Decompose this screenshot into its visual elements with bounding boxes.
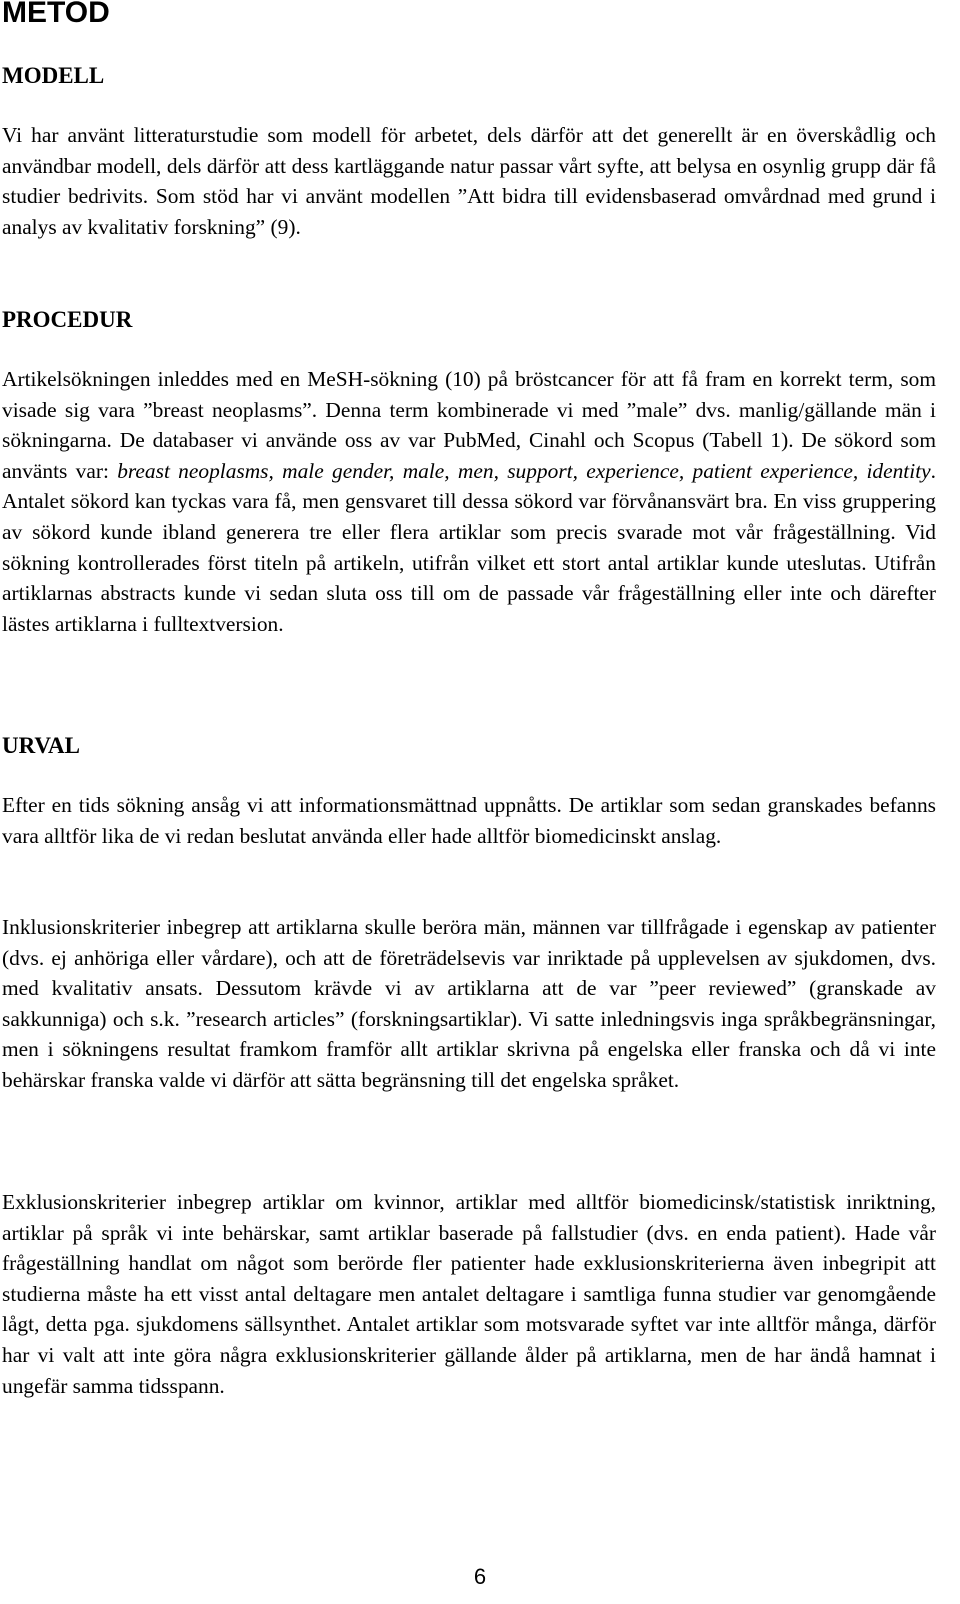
procedur-keywords: breast neoplasms, male gender, male, men, support, experience, patient experience, identity (117, 458, 931, 483)
heading-procedur: PROCEDUR (2, 307, 133, 332)
procedur-text-b: . Antalet sökord kan tyckas vara få, men gensvaret till dessa sökord var förvånansvärt bra. En viss gruppering av sökord kunde ibland generera tre eller flera artiklar som precis svarade mot vår frågeställning. Vid sökning kontrollerades först titeln på artikeln, utifrån vilket ett stort antal artiklar kunde uteslutas. Utifrån artiklarnas abstracts kunde vi sedan sluta oss till om de passade vår frågeställning eller inte och därefter lästes artiklarna i fulltextversion. (2, 458, 936, 636)
page-number: 6 (473, 1564, 487, 1589)
page-title: METOD (2, 0, 110, 29)
paragraph-urval-3: Exklusionskriterier inbegrep artiklar om kvinnor, artiklar med alltför biomedicinsk/statistisk inriktning, artiklar på språk vi inte behärskar, samt artiklar baserade på fallstudier (dvs. en enda patient). Hade vår frågeställning handlat om något som berörde fler patienter hade exklusionskriterierna även inbegripit att studierna måste ha ett visst antal deltagare men antalet deltagare i samtliga funna studier var genomgående lågt, detta pga. sjukdomens sällsynthet. Antalet artiklar som motsvarade syftet var inte alltför många, därför har vi valt att inte göra några exklusionskriterier gällande ålder på artiklarna, men de har ändå hamnat i ungefär samma tidsspann. (2, 1190, 936, 1398)
procedur-text-a: Artikelsökningen inleddes med en MeSH-sökning (10) på bröstcancer för att få fram en korrekt term, som visade sig vara ”breast neoplasms”. Denna term kombinerade vi med ”male” dvs. manlig/gällande män i sökningarna. De databaser vi använde oss av var PubMed, Cinahl och Scopus (Tabell 1). De sökord som använts var: (2, 367, 936, 483)
paragraph-modell: Vi har använt litteraturstudie som modell för arbetet, dels därför att det generellt är en överskådlig och användbar modell, dels därför att dess kartläggande natur passar vårt syfte, att belysa en osynlig grupp där få studier bedrivits. Som stöd har vi använt modellen ”Att bidra till evidensbaserad omvårdnad med grund i analys av kvalitativ forskning” (9). (2, 123, 936, 239)
heading-modell: MODELL (2, 63, 105, 88)
paragraph-urval-2: Inklusionskriterier inbegrep att artiklarna skulle beröra män, männen var tillfrågade i egenskap av patienter (dvs. ej anhöriga eller vårdare), och att de företrädelsevis var inriktade på upplevelsen av sjukdomen, dvs. med kvalitativ ansats. Dessutom krävde vi av artiklarna att de var ”peer reviewed” (granskade av sakkunniga) och s.k. ”research articles” (forskningsartiklar). Vi satte inledningsvis inga språkbegränsningar, men i sökningens resultat framkom framför allt artiklar skrivna på engelska eller franska och då vi inte behärskar franska valde vi därför att sätta begränsning till det engelska språket. (2, 915, 936, 1092)
paragraph-urval-1: Efter en tids sökning ansåg vi att informationsmättnad uppnåtts. De artiklar som sedan granskades befanns vara alltför lika de vi redan beslutat använda eller hade alltför biomedicinskt anslag. (2, 793, 936, 848)
heading-urval: URVAL (2, 733, 81, 758)
paragraph-procedur (2, 364, 936, 639)
